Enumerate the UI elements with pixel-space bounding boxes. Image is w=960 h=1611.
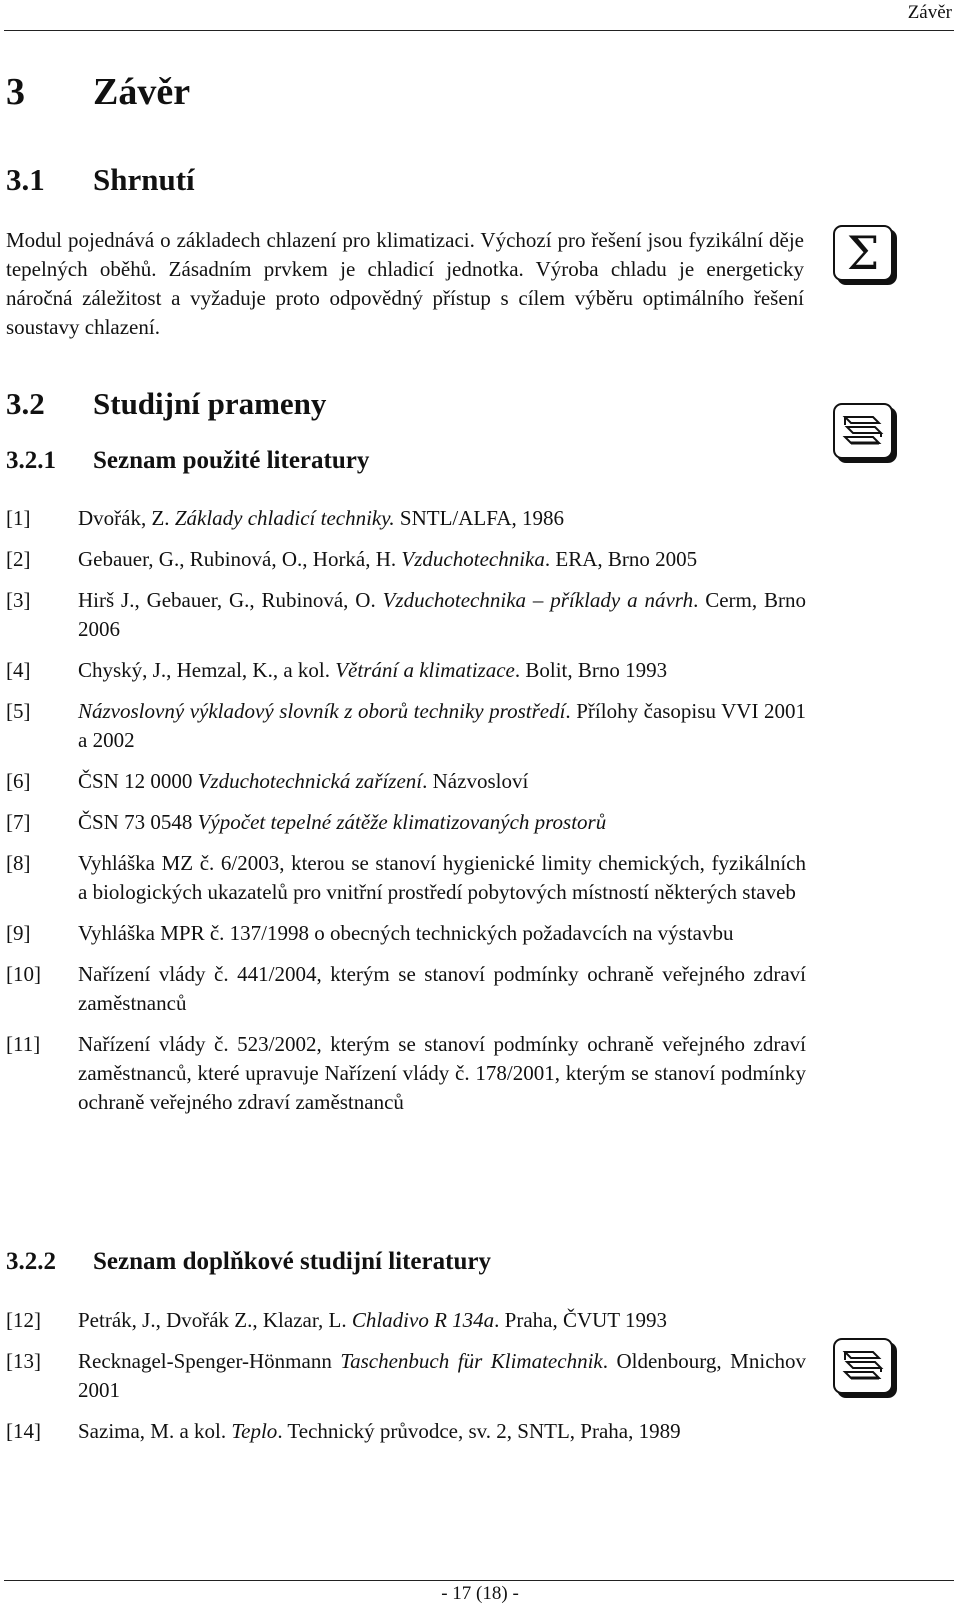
reference-text: ČSN 12 0000 Vzduchotechnická zařízení. Názvosloví [78,769,529,793]
summary-title: Shrnutí [93,162,195,197]
reference-text: Chyský, J., Hemzal, K., a kol. Větrání a klimatizace. Bolit, Brno 1993 [78,658,668,682]
reference-item [6,656,806,685]
reference-item [6,849,806,907]
reference-label: [12] [6,1308,41,1332]
extra-literature-list [6,1306,806,1458]
used-literature-list [6,504,806,1129]
reference-item [6,808,806,837]
used-literature-title: Seznam použité literatury [93,447,370,474]
chapter-heading [6,70,190,114]
reference-label: [4] [6,658,31,682]
reference-label: [10] [6,962,41,986]
sigma-icon: Σ [833,225,893,281]
reference-item [6,697,806,755]
chapter-title: Závěr [93,71,191,113]
reference-text: Gebauer, G., Rubinová, O., Horká, H. Vzduchotechnika. ERA, Brno 2005 [78,547,698,571]
reference-label: [9] [6,921,31,945]
books-icon [833,1338,893,1394]
reference-label: [6] [6,769,31,793]
summary-heading [6,162,195,198]
sources-number: 3.2 [6,386,45,421]
reference-text: Vyhláška MZ č. 6/2003, kterou se stanoví hygienické limity chemických, fyzikálních a biologických ukazatelů pro vnitřní prostředí pobytových místností některých staveb [78,851,806,904]
reference-item [6,1417,806,1446]
reference-item [6,586,806,644]
extra-literature-title: Seznam doplňkové studijní literatury [93,1248,491,1275]
chapter-number: 3 [6,71,25,113]
reference-label: [14] [6,1419,41,1443]
sources-heading [6,386,326,422]
running-head: Závěr [907,2,952,23]
reference-item [6,919,806,948]
reference-item [6,504,806,533]
reference-label: [13] [6,1349,41,1373]
reference-item [6,1306,806,1335]
reference-text: Dvořák, Z. Základy chladicí techniky. SNTL/ALFA, 1986 [78,506,565,530]
summary-paragraph: Modul pojednává o základech chlazení pro klimatizaci. Výchozí pro řešení jsou fyzikální děje tepelných oběhů. Zásadním prvkem je chladicí jednotka. Výroba chladu je energeticky náročná záležitost a vyžaduje proto odpovědný přístup s cílem výběru optimálního řešení soustavy chlazení. [6,228,804,339]
reference-label: [5] [6,699,31,723]
reference-text: Nařízení vlády č. 523/2002, kterým se stanoví podmínky ochraně veřejného zdraví zaměstnanců, které upravuje Nařízení vlády č. 178/2001, kterým se stanoví podmínky ochraně veřejného zdraví zaměstnanců [78,1032,806,1114]
reference-text: ČSN 73 0548 Výpočet tepelné zátěže klimatizovaných prostorů [78,810,607,834]
header-rule [4,30,954,31]
books-icon [833,403,893,459]
extra-literature-heading [6,1248,491,1276]
summary-number: 3.1 [6,162,45,197]
reference-text: Názvoslovný výkladový slovník z oborů techniky prostředí. Přílohy časopisu VVI 2001 a 2002 [78,699,806,752]
reference-item [6,545,806,574]
reference-label: [3] [6,588,31,612]
reference-item [6,960,806,1018]
reference-label: [1] [6,506,31,530]
footer-rule [4,1580,954,1581]
page-number: - 17 (18) - [441,1583,519,1604]
sources-title: Studijní prameny [93,386,327,421]
extra-literature-number: 3.2.2 [6,1248,56,1275]
used-literature-number: 3.2.1 [6,447,56,474]
reference-text: Sazima, M. a kol. Teplo. Technický průvodce, sv. 2, SNTL, Praha, 1989 [78,1419,681,1443]
reference-label: [8] [6,851,31,875]
reference-label: [2] [6,547,31,571]
reference-label: [11] [6,1032,41,1056]
reference-label: [7] [6,810,31,834]
reference-text: Recknagel-Spenger-Hönmann Taschenbuch für Klimatechnik. Oldenbourg, Mnichov 2001 [78,1349,807,1402]
used-literature-heading [6,447,369,475]
reference-item [6,767,806,796]
reference-text: Vyhláška MPR č. 137/1998 o obecných technických požadavcích na výstavbu [78,921,734,945]
reference-item [6,1347,806,1405]
reference-text: Petrák, J., Dvořák Z., Klazar, L. Chladivo R 134a. Praha, ČVUT 1993 [78,1308,668,1332]
reference-text: Hirš J., Gebauer, G., Rubinová, O. Vzduchotechnika – příklady a návrh. Cerm, Brno 2006 [78,588,806,641]
reference-item [6,1030,806,1117]
reference-text: Nařízení vlády č. 441/2004, kterým se stanoví podmínky ochraně veřejného zdraví zaměstnanců [78,962,806,1015]
